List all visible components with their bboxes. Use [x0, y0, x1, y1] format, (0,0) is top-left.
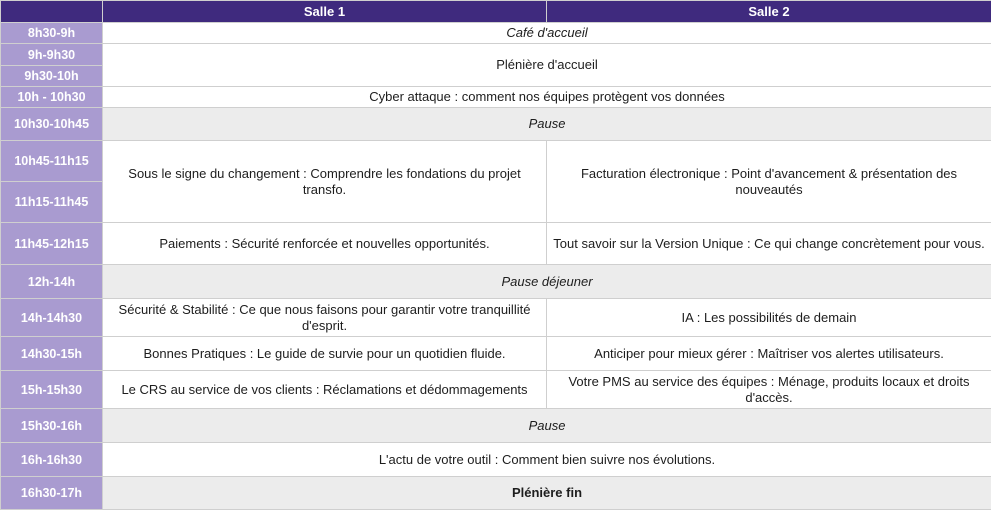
- session-room-2: Tout savoir sur la Version Unique : Ce qui change concrètement pour vous.: [547, 223, 991, 265]
- time-slot: 16h-16h30: [1, 443, 103, 477]
- time-slot: 14h30-15h: [1, 337, 103, 371]
- schedule-row: [1, 44, 991, 66]
- time-slot: 15h30-16h: [1, 409, 103, 443]
- session-room-2: IA : Les possibilités de demain: [547, 299, 991, 337]
- session-room-1: Paiements : Sécurité renforcée et nouvelles opportunités.: [103, 223, 547, 265]
- time-slot: 12h-14h: [1, 265, 103, 299]
- schedule-row: [1, 337, 991, 371]
- schedule-row: [1, 371, 991, 409]
- session-room-2: Facturation électronique : Point d'avancement & présentation des nouveautés: [547, 141, 991, 223]
- time-slot: 14h-14h30: [1, 299, 103, 337]
- break-cell: Pause: [103, 108, 991, 141]
- schedule-row: [1, 409, 991, 443]
- time-slot: 15h-15h30: [1, 371, 103, 409]
- session-room-2: Anticiper pour mieux gérer : Maîtriser vos alertes utilisateurs.: [547, 337, 991, 371]
- time-slot: 11h15-11h45: [1, 182, 103, 223]
- closing-plenary-cell: Plénière fin: [103, 477, 991, 510]
- session-room-1: Sécurité & Stabilité : Ce que nous faisons pour garantir votre tranquillité d'esprit.: [103, 299, 547, 337]
- schedule-row: [1, 477, 991, 510]
- time-slot: 11h45-12h15: [1, 223, 103, 265]
- session-cell: Café d'accueil: [103, 23, 991, 44]
- schedule-row: [1, 443, 991, 477]
- schedule-row: [1, 299, 991, 337]
- header-row: [1, 1, 991, 23]
- time-slot: 10h - 10h30: [1, 87, 103, 108]
- header-room-2: Salle 2: [547, 1, 991, 23]
- schedule-row: [1, 141, 991, 182]
- session-cell: Cyber attaque : comment nos équipes protègent vos données: [103, 87, 991, 108]
- time-slot: 9h30-10h: [1, 66, 103, 87]
- session-room-1: Sous le signe du changement : Comprendre les fondations du projet transfo.: [103, 141, 547, 223]
- schedule-row: [1, 223, 991, 265]
- schedule-row: [1, 108, 991, 141]
- break-cell: Pause: [103, 409, 991, 443]
- break-cell: Pause déjeuner: [103, 265, 991, 299]
- time-slot: 9h-9h30: [1, 44, 103, 66]
- header-room-1: Salle 1: [103, 1, 547, 23]
- session-room-1: Le CRS au service de vos clients : Réclamations et dédommagements: [103, 371, 547, 409]
- session-cell: L'actu de votre outil : Comment bien suivre nos évolutions.: [103, 443, 991, 477]
- schedule-row: [1, 87, 991, 108]
- session-cell: Plénière d'accueil: [103, 44, 991, 87]
- schedule-row: [1, 23, 991, 44]
- time-slot: 10h30-10h45: [1, 108, 103, 141]
- time-slot: 10h45-11h15: [1, 141, 103, 182]
- time-slot: 16h30-17h: [1, 477, 103, 510]
- header-corner-cell: [1, 1, 103, 23]
- schedule-row: [1, 265, 991, 299]
- session-room-1: Bonnes Pratiques : Le guide de survie pour un quotidien fluide.: [103, 337, 547, 371]
- time-slot: 8h30-9h: [1, 23, 103, 44]
- session-room-2: Votre PMS au service des équipes : Ménage, produits locaux et droits d'accès.: [547, 371, 991, 409]
